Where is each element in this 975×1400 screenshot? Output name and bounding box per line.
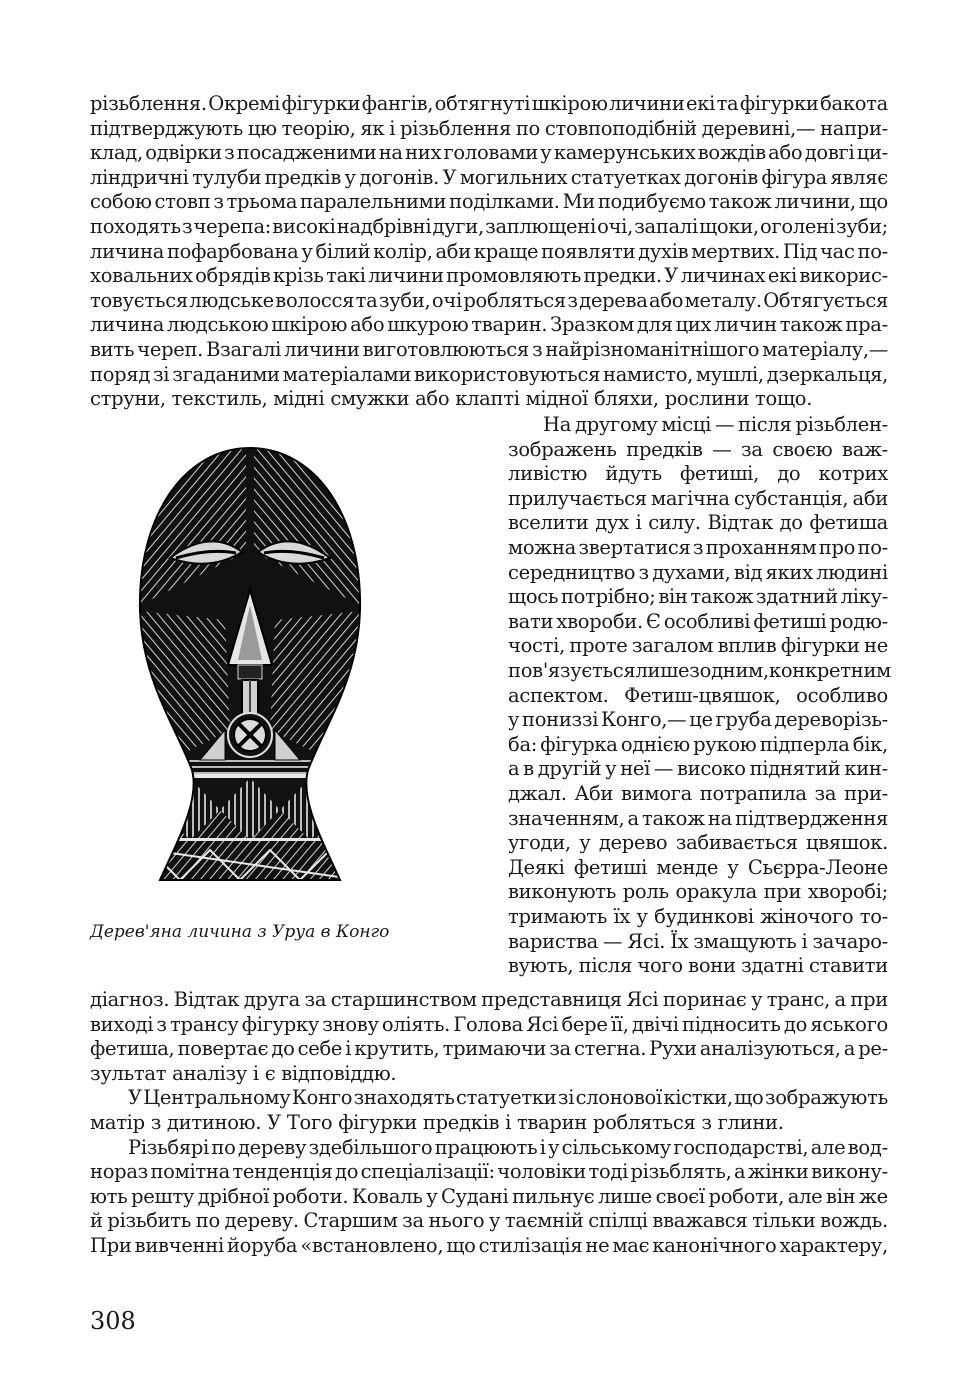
text-line: собою стовп з трьома паралельними поділками. Ми подибуємо також личини, що (90, 190, 888, 214)
text-line: матір з дитиною. У Того фігурки предків і тварин робляться з глини. (90, 1111, 784, 1134)
page-number: 308 (90, 1307, 136, 1335)
text-line: значенням, а також на підтвердження (508, 806, 888, 830)
text-line: ліндричні тулуби предків у догонів. У могильних статуетках догонів фігура являє (90, 165, 888, 189)
text-line: прилучається магічна субстанція, аби (508, 486, 888, 510)
text-line: вариства — Ясі. Їх змащують і зачаро- (508, 929, 888, 953)
text-line: чості, проте загалом вплив фігурки не (508, 634, 888, 658)
text-line: товується людське волосся та зуби, очі робляться з дерева або металу. Обтягується (90, 288, 888, 312)
text-line: діагноз. Відтак друга за старшинством представниця Ясі поринає у транс, а при (90, 988, 888, 1011)
text-line: Деякі фетиші менде у Сьєрра-Леоне (508, 855, 888, 879)
text-line: пов'язується лише з одним, конкретним (508, 659, 892, 682)
text-line: У Центральному Конго знаходять статуетки зі слонової кістки, що зображують (128, 1086, 888, 1110)
text-line: джал. Аби вимога потрапила за при- (508, 782, 888, 805)
text-line: клад, одвірки з посадженими на них головами у камерунських вождів або довгі ци- (90, 141, 888, 165)
mask-illustration (130, 440, 370, 895)
text-line: зображень предків — за своєю важ- (508, 437, 888, 461)
text-line: підтверджують цю теорію, як і різьблення по стовпоподібній деревині,— напри- (90, 116, 888, 140)
text-line: щось потрібно; він також здатний ліку- (508, 585, 888, 609)
text-line: вати хвороби. Є особливі фетиші родю- (508, 609, 888, 633)
text-line: виконують роль оракула при хворобі; (508, 880, 888, 904)
text-line: а в другій у неї — високо піднятий кин- (508, 757, 888, 781)
text-line: На другому місці — після різьблен- (543, 413, 888, 436)
text-line: личина пофарбована у білий колір, аби краще появляти духів мертвих. Під час по- (90, 239, 888, 263)
text-line: аспектом. Фетиш-цвяшок, особливо (508, 683, 888, 707)
text-line: струни, текстиль, мідні смужки або клапті мідної бляхи, рослини тощо. (90, 387, 813, 411)
mask-icon (130, 440, 370, 895)
text-line: При вивченні йоруба «встановлено, що стилізація не має канонічного характеру, (90, 1234, 888, 1257)
text-line: ють решту дрібної роботи. Коваль у Судані пильнує лише своєї роботи, але він же (90, 1184, 888, 1208)
text-line: зультат аналізу і є відповіддю. (90, 1061, 397, 1085)
text-line: й різьбить по дереву. Старшим за нього у таємній спілці вважався тільки вождь. (90, 1209, 888, 1233)
figure-caption: Дерев'яна личина з Уруа в Конго (90, 922, 390, 942)
text-line: Різьбярі по дереву здебільшого працюють і у сільському господарстві, але вод- (128, 1135, 888, 1159)
text-line: ба: фігурка однією рукою підперла бік, (508, 732, 888, 756)
text-line: фетиша, повертає до себе і крутить, тримаючи за стегна. Рухи аналізуються, а ре- (90, 1037, 888, 1061)
text-line: нораз помітна тенденція до спеціалізації: чоловіки тоді різьблять, а жінки викону- (90, 1160, 888, 1184)
text-line: вселити дух і силу. Відтак до фетиша (508, 511, 888, 535)
text-line: тримають їх у будинкові жіночого то- (508, 905, 888, 928)
text-line: вить череп. Взагалі личини виготовлюються з найрізноманітнішого матеріалу,— (90, 338, 888, 361)
text-line: можна звертатися з проханням про по- (508, 536, 888, 559)
text-line: угоди, у дерево забивається цвяшок. (508, 831, 888, 855)
text-line: у пониззі Конго,— це груба дереворізь- (508, 708, 888, 732)
text-line: поряд зі згаданими матеріалами використовуються намисто, мушлі, дзеркальця, (90, 362, 888, 386)
text-line: різьблення. Окремі фігурки фангів, обтягнуті шкірою личини екі та фігурки бакота (90, 92, 888, 115)
text-line: ливістю йдуть фетиші, до котрих (508, 462, 888, 486)
text-line: ховальних обрядів крізь такі личини промовляють предки. У личинах екі викорис- (90, 264, 888, 288)
text-line: походять з черепа: високі надбрівні дуги, заплющені очі, запалі щоки, оголені зуби; (90, 215, 888, 238)
text-line: середництво з духами, від яких людині (508, 560, 888, 584)
text-line: вують, після чого вони здатні ставити (508, 954, 888, 978)
text-line: виході з трансу фігурку знову оліять. Голова Ясі бере її, двічі підносить до яського (90, 1012, 888, 1036)
text-line: личина людською шкірою або шкурою тварин. Зразком для цих личин також пра- (90, 313, 888, 337)
